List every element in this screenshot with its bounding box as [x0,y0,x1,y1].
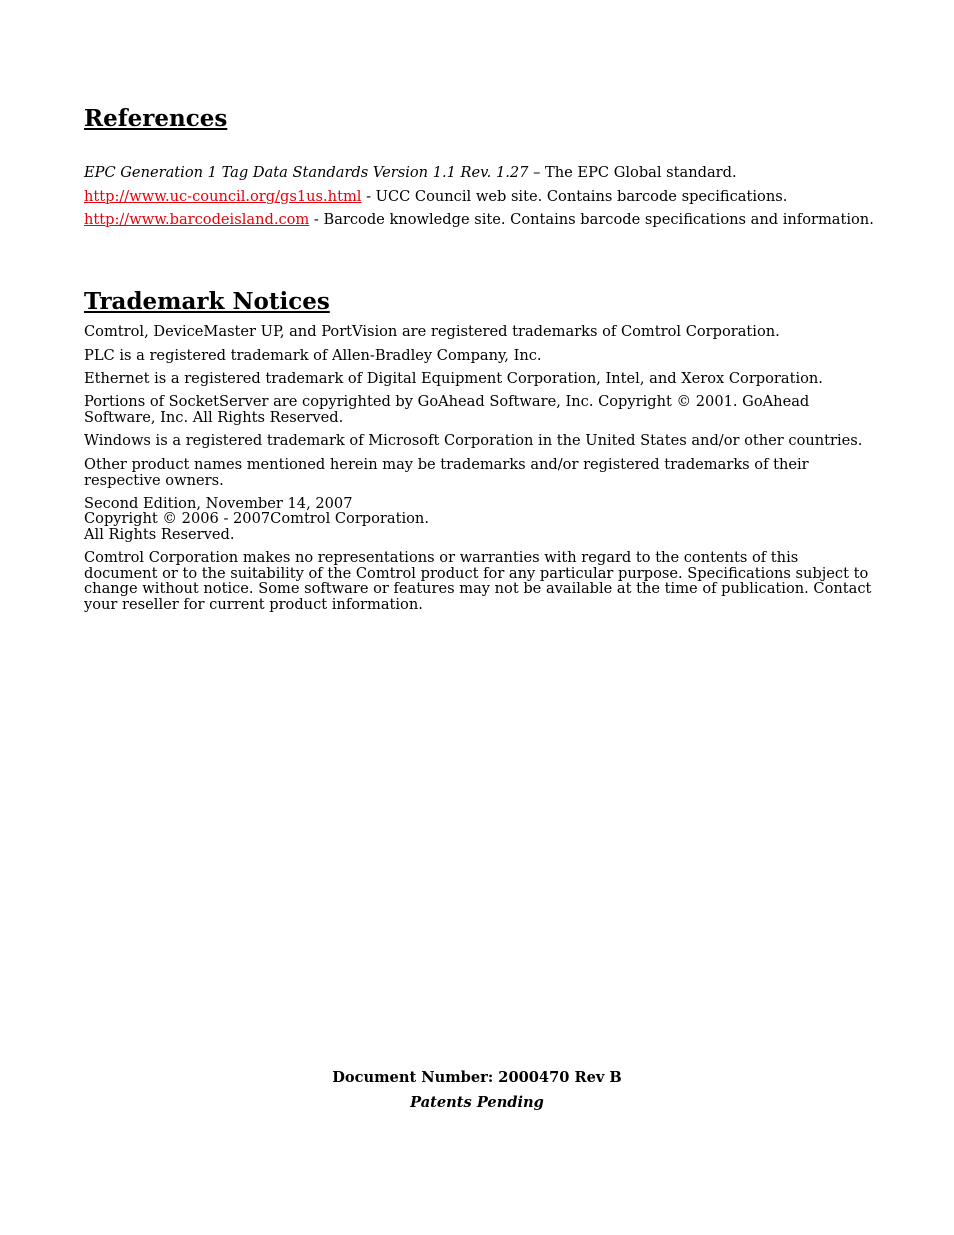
reference-description: – The EPC Global standard. [528,164,737,181]
trademark-notices-heading: Trademark Notices [84,288,330,315]
reference-description: - Barcode knowledge site. Contains barcode specifications and information. [309,211,874,228]
rights-line: All Rights Reserved. [84,526,235,543]
trademark-paragraph: PLC is a registered trademark of Allen-Bradley Company, Inc. [84,347,542,364]
reference-title: EPC Generation 1 Tag Data Standards Version 1.1 Rev. 1.27 [84,164,529,181]
patents-pending: Patents Pending [410,1094,544,1111]
trademark-paragraph: Ethernet is a registered trademark of Digital Equipment Corporation, Intel, and Xerox Corporation. [84,370,823,387]
reference-item-epc [84,165,874,181]
trademark-paragraph: Windows is a registered trademark of Microsoft Corporation in the United States and/or other countries. [84,432,863,449]
edition-line: Second Edition, November 14, 2007 [84,495,353,512]
trademark-paragraph: Other product names mentioned herein may be trademarks and/or registered trademarks of their respective owners. [84,456,809,489]
trademark-paragraph: Portions of SocketServer are copyrighted by GoAhead Software, Inc. Copyright © 2001. GoAhead Software, Inc. All Rights Reserved. [84,393,810,426]
copyright-line: Copyright © 2006 - 2007Comtrol Corporation. [84,510,429,527]
document-number: Document Number: 2000470 Rev B [332,1069,622,1086]
reference-item-barcodeisland [84,212,874,228]
trademark-paragraph: Comtrol, DeviceMaster UP, and PortVision are registered trademarks of Comtrol Corporation. [84,323,780,340]
reference-description: - UCC Council web site. Contains barcode specifications. [361,188,788,205]
references-heading: References [84,105,228,132]
reference-item-uc-council [84,189,874,205]
disclaimer-paragraph: Comtrol Corporation makes no representations or warranties with regard to the contents of this document or to the suitability of the Comtrol product for any particular purpose. Specifications subject to change without notice. Some software or features may not be available at the time of publication. Contact your reseller for current product information. [84,549,872,613]
barcodeisland-link[interactable]: http://www.barcodeisland.com [84,211,310,228]
uc-council-link[interactable]: http://www.uc-council.org/gs1us.html [84,188,362,205]
